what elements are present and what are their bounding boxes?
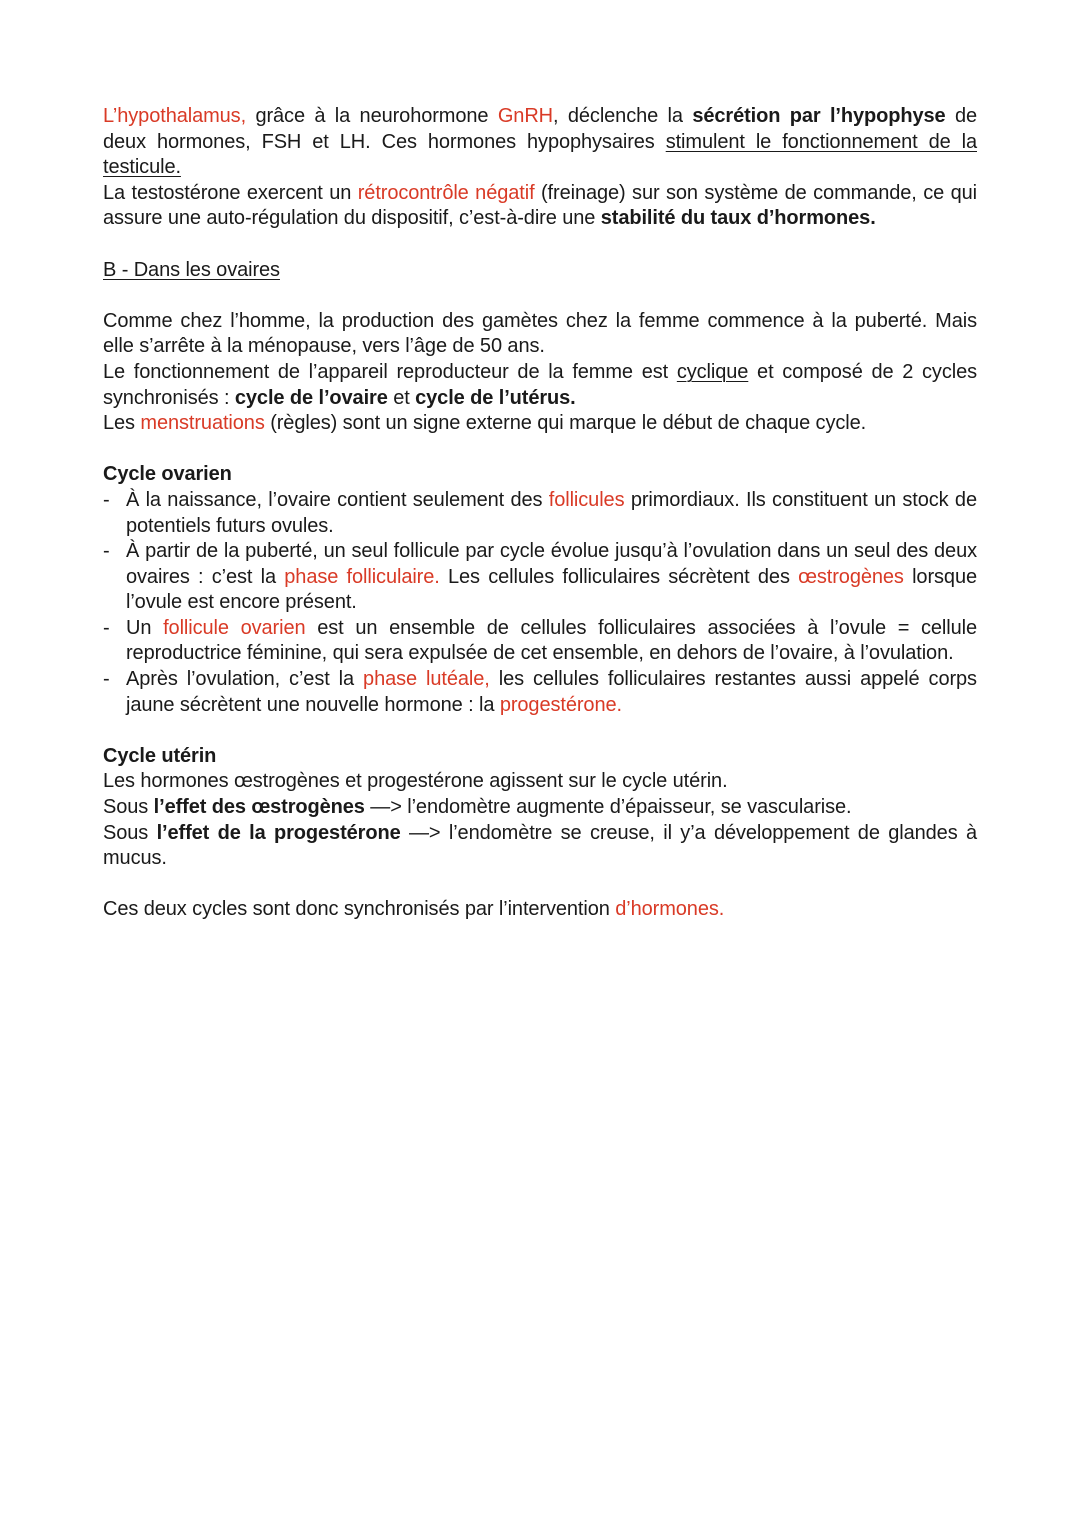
list-item: - Un follicule ovarien est un ensemble de cellules folliculaires associées à l’ovule = cellule reproductrice féminine, qui sera expulsée de cet ensemble, en dehors de l’ovaire, à l’ovulation. (103, 616, 978, 665)
term-hypothalamus: L’hypothalamus, (103, 105, 247, 127)
document-page (103, 104, 977, 923)
cycle-ovarien-list (103, 488, 977, 718)
bold-secretion: sécrétion par l’hypophyse (692, 105, 946, 127)
bold-stabilite: stabilité du taux d’hormones. (600, 207, 876, 230)
dash-marker: - (103, 540, 110, 563)
spacer (103, 437, 977, 463)
list-item: - À partir de la puberté, un seul follicule par cycle évolue jusqu’à l’ovulation dans un seul des deux ovaires : c’est la phase folliculaire. Les cellules folliculaires sécrètent des œstrogènes lorsque l’ovule est encore présent. (103, 540, 977, 614)
paragraph-conclusion: Ces deux cycles sont donc synchronisés par l’intervention d’hormones. (103, 898, 725, 921)
dash-marker: - (103, 488, 110, 511)
paragraph-menstruations: Les menstruations (règles) sont un signe externe qui marque le début de chaque cycle. (103, 412, 867, 435)
term-hormones: d’hormones. (615, 898, 725, 921)
underline-cyclique: cyclique (676, 360, 749, 383)
paragraph-gametes: Comme chez l’homme, la production des gamètes chez la femme commence à la puberté. Mais elle s’arrête à la ménopause, vers l’âge de 50 ans. (103, 309, 977, 358)
paragraph-testosterone: La testostérone exercent un rétrocontrôle négatif (freinage) sur son système de commande, ce qui assure une auto-régulation du dispositif, c’est-à-dire une stabilité du taux d’hormones. (103, 181, 977, 230)
subheading-cycle-ovarien: Cycle ovarien (103, 463, 232, 486)
spacer (103, 283, 977, 309)
paragraph-hypothalamus: L’hypothalamus, grâce à la neurohormone GnRH, déclenche la sécrétion par l’hypophyse de deux hormones, FSH et LH. Ces hormones hypophysaires stimulent le fonctionnement de la testicule. (103, 105, 977, 179)
term-gnrh: GnRH (497, 105, 554, 127)
list-item: - À la naissance, l’ovaire contient seulement des follicules primordiaux. Ils constituent un stock de potentiels futurs ovules. (103, 488, 977, 537)
term-menstruations: menstruations (140, 412, 265, 435)
subheading-cycle-uterin: Cycle utérin (103, 744, 217, 767)
spacer (103, 232, 977, 258)
term-retrocontrole: rétrocontrôle négatif (357, 181, 535, 204)
paragraph-fonctionnement: Le fonctionnement de l’appareil reproducteur de la femme est cyclique et composé de 2 cycles synchronisés : cycle de l’ovaire et cycle de l’utérus. (103, 360, 977, 409)
paragraph-effet-oestrogenes: Sous l’effet des œstrogènes —> l’endomètre augmente d’épaisseur, se vascularise. (103, 796, 852, 819)
underline-stimulent: stimulent le fonctionnement de la testicule. (103, 130, 977, 179)
dash-marker: - (103, 616, 110, 639)
list-item: - Après l’ovulation, c’est la phase lutéale, les cellules folliculaires restantes aussi appelé corps jaune sécrètent une nouvelle hormone : la progestérone. (103, 668, 977, 716)
paragraph-effet-progesterone: Sous l’effet de la progestérone —> l’endomètre se creuse, il y’a développement de glandes à mucus. (103, 821, 978, 870)
spacer (103, 718, 977, 744)
section-heading-ovaires: B - Dans les ovaires (103, 258, 280, 281)
spacer (103, 872, 977, 898)
paragraph-hormones-uterin: Les hormones œstrogènes et progestérone agissent sur le cycle utérin. (103, 770, 728, 793)
dash-marker: - (103, 668, 110, 691)
